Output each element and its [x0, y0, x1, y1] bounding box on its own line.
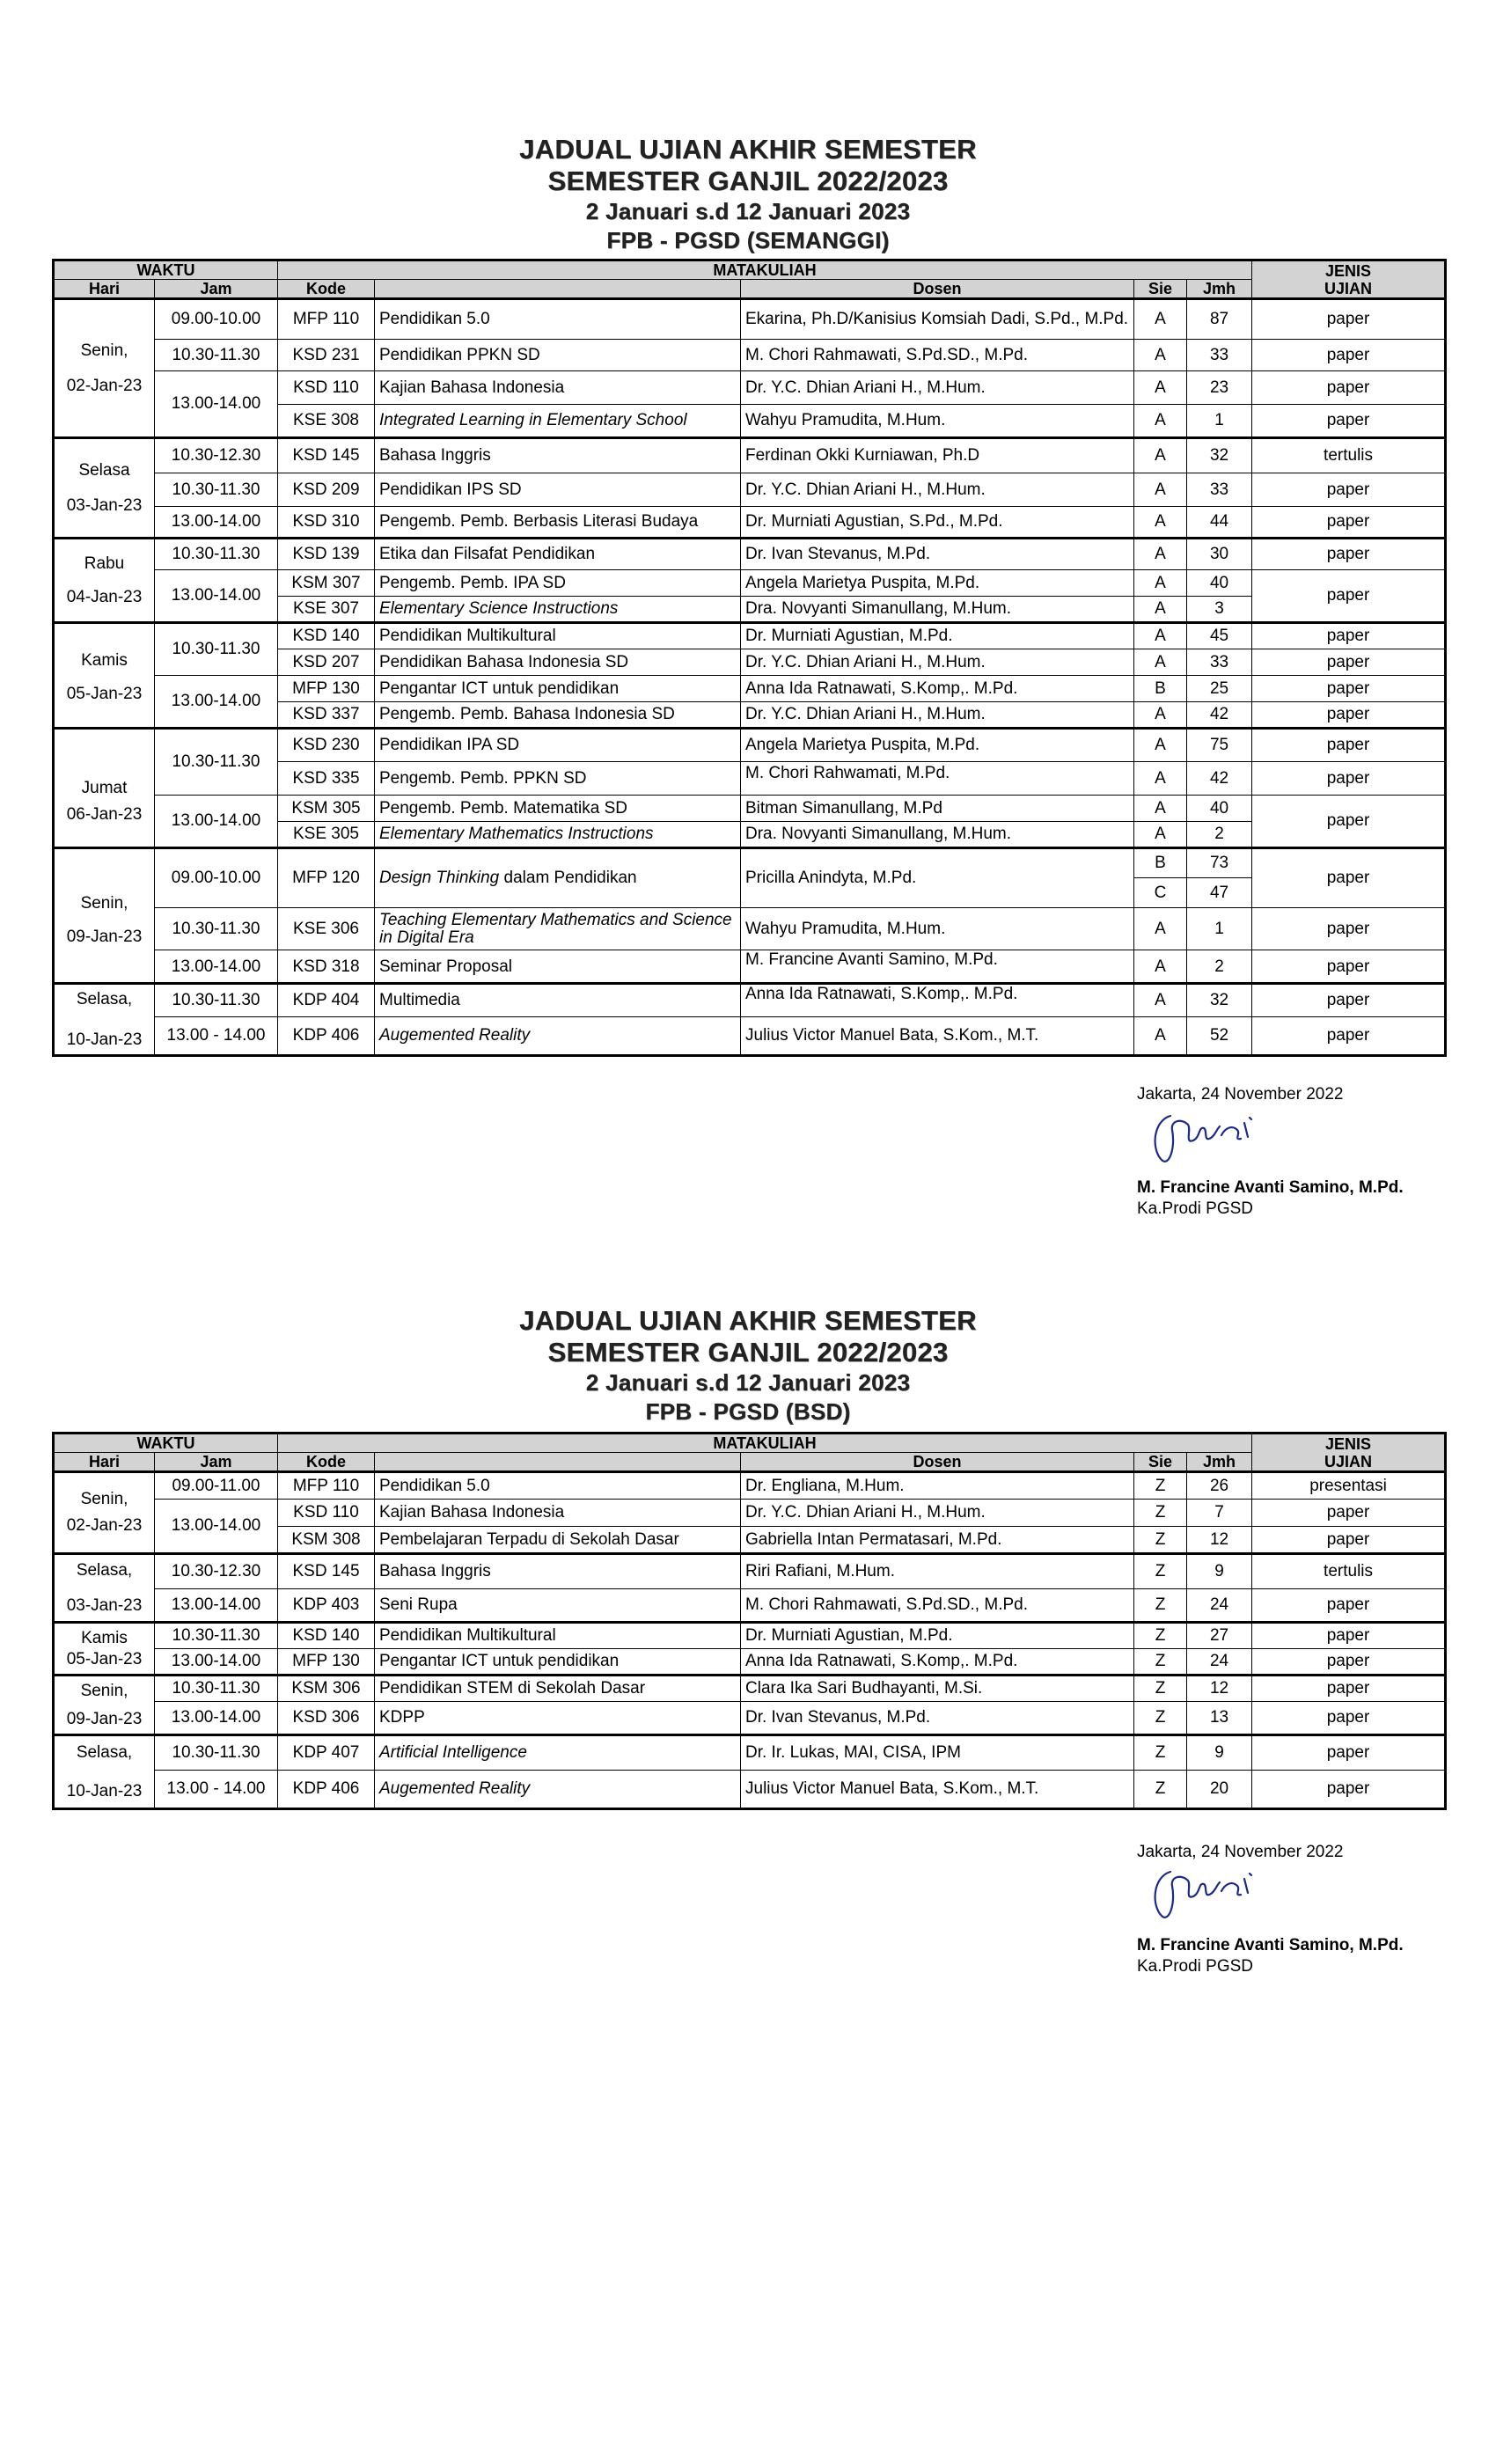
header-hari: Hari: [54, 280, 155, 299]
signature-block-1: [1137, 1084, 1404, 1220]
table-row: 13.00-14.00 KSM 305 Pengemb. Pemb. Matematika SD Bitman Simanullang, M.Pd A 40 paper: [54, 796, 1446, 822]
table-row: Senin, 02-Jan-23 09.00-10.00 MFP 110 Pendidikan 5.0 Ekarina, Ph.D/Kanisius Komsiah Dadi, S.Pd., M.Pd. A 87 paper: [54, 299, 1446, 340]
header-matakuliah: MATAKULIAH: [278, 1434, 1252, 1453]
signer-role: Ka.Prodi PGSD: [1137, 1957, 1253, 1976]
doc-title: JADUAL UJIAN AKHIR SEMESTER: [519, 134, 977, 165]
header-matakuliah: MATAKULIAH: [278, 260, 1252, 280]
table-row: Selasa, 03-Jan-23 10.30-12.30 KSD 145 Bahasa Inggris Riri Rafiani, M.Hum. Z 9 tertulis: [54, 1554, 1446, 1589]
location-title: FPB - PGSD (SEMANGGI): [606, 227, 890, 253]
sign-place-date: Jakarta, 24 November 2022: [1137, 1085, 1344, 1104]
table-row: Kamis 05-Jan-23 10.30-11.30 KSD 140 Pendidikan Multikultural Dr. Murniati Agustian, M.Pd. Z 27 paper: [54, 1623, 1446, 1649]
header-jmh: Jmh: [1187, 280, 1252, 299]
table-row: 13.00-14.00 MFP 130 Pengantar ICT untuk pendidikan Anna Ida Ratnawati, S.Komp,. M.Pd. B 25 paper: [54, 676, 1446, 702]
header-jenis-ujian: JENIS UJIAN: [1252, 260, 1446, 299]
table-row: 13.00-14.00 KSD 110 Kajian Bahasa Indonesia Dr. Y.C. Dhian Ariani H., M.Hum. Z 7 paper: [54, 1500, 1446, 1527]
doc-subtitle: SEMESTER GANJIL 2022/2023: [547, 165, 949, 196]
table-row: 13.00 - 14.00 KDP 406 Augemented Reality Julius Victor Manuel Bata, S.Kom., M.T. A 52 paper: [54, 1017, 1446, 1056]
header-jam: Jam: [155, 280, 278, 299]
table-row: KSD 337 Pengemb. Pemb. Bahasa Indonesia SD Dr. Y.C. Dhian Ariani H., M.Hum. A 42 paper: [54, 702, 1446, 729]
day-cell: Selasa 03-Jan-23: [54, 438, 155, 539]
schedule-table-bsd: [52, 1432, 1447, 1810]
day-cell: Jumat 06-Jan-23: [54, 729, 155, 848]
schedule-table-semanggi: [52, 259, 1447, 1057]
header-hari: Hari: [54, 1453, 155, 1472]
day-cell: Selasa, 10-Jan-23: [54, 984, 155, 1056]
doc-subtitle: SEMESTER GANJIL 2022/2023: [547, 1337, 949, 1368]
table-row: Senin, 09-Jan-23 10.30-11.30 KSM 306 Pendidikan STEM di Sekolah Dasar Clara Ika Sari Budhayanti, M.Si. Z 12 paper: [54, 1676, 1446, 1702]
table-row: 13.00 - 14.00 KDP 406 Augemented Reality Julius Victor Manuel Bata, S.Kom., M.T. Z 20 paper: [54, 1771, 1446, 1809]
table-row: 10.30-11.30 KSE 306 Teaching Elementary Mathematics and Science in Digital Era Wahyu Pramudita, M.Hum. A 1 paper: [54, 908, 1446, 950]
table-row: KSE 307 Elementary Science Instructions Dra. Novyanti Simanullang, M.Hum. A 3: [54, 597, 1446, 623]
header-row-2: [54, 1453, 1446, 1472]
day-cell: Senin, 09-Jan-23: [54, 848, 155, 984]
day-cell: Selasa, 10-Jan-23: [54, 1735, 155, 1809]
table-row: Jumat 06-Jan-23 10.30-11.30 KSD 230 Pendidikan IPA SD Angela Marietya Puspita, M.Pd. A 75 paper: [54, 729, 1446, 762]
table-row: KSD 335 Pengemb. Pemb. PPKN SD M. Chori Rahwamati, M.Pd. A 42 paper: [54, 762, 1446, 796]
schedule-2-titles: [0, 1305, 1496, 1426]
table-row: 10.30-11.30 KSD 209 Pendidikan IPS SD Dr. Y.C. Dhian Ariani H., M.Hum. A 33 paper: [54, 473, 1446, 507]
table-row: KSM 308 Pembelajaran Terpadu di Sekolah Dasar Gabriella Intan Permatasari, M.Pd. Z 12 paper: [54, 1527, 1446, 1554]
header-waktu: WAKTU: [54, 260, 278, 280]
header-kode: Kode: [278, 1453, 375, 1472]
location-title: FPB - PGSD (BSD): [645, 1398, 851, 1425]
table-row: Senin, 09-Jan-23 09.00-10.00 MFP 120 Design Thinking dalam Pendidikan Pricilla Anindyta, M.Pd. B 73 paper: [54, 848, 1446, 878]
day-cell: Kamis 05-Jan-23: [54, 623, 155, 729]
schedule-1-titles: [0, 134, 1496, 255]
day-cell: Selasa, 03-Jan-23: [54, 1554, 155, 1623]
table-row: 13.00-14.00 KSM 307 Pengemb. Pemb. IPA SD Angela Marietya Puspita, M.Pd. A 40 paper: [54, 570, 1446, 597]
header-kode: Kode: [278, 280, 375, 299]
header-row-1: [54, 1434, 1446, 1453]
header-sie: Sie: [1134, 1453, 1187, 1472]
signer-name: M. Francine Avanti Samino, M.Pd.: [1137, 1936, 1404, 1954]
header-waktu: WAKTU: [54, 1434, 278, 1453]
signature-icon: [1146, 1105, 1278, 1176]
day-cell: Senin, 02-Jan-23: [54, 1472, 155, 1554]
table-row: 13.00-14.00 KDP 403 Seni Rupa M. Chori Rahmawati, S.Pd.SD., M.Pd. Z 24 paper: [54, 1589, 1446, 1623]
table-row: 13.00-14.00 KSD 110 Kajian Bahasa Indonesia Dr. Y.C. Dhian Ariani H., M.Hum. A 23 paper: [54, 371, 1446, 405]
signer-role: Ka.Prodi PGSD: [1137, 1199, 1253, 1218]
signature-block-2: [1137, 1842, 1404, 1977]
table-row: 10.30-11.30 KSD 231 Pendidikan PPKN SD M. Chori Rahmawati, S.Pd.SD., M.Pd. A 33 paper: [54, 340, 1446, 371]
table-row: 13.00-14.00 KSD 310 Pengemb. Pemb. Berbasis Literasi Budaya Dr. Murniati Agustian, S.Pd., M.Pd. A 44 paper: [54, 507, 1446, 539]
header-jmh: Jmh: [1187, 1453, 1252, 1472]
date-range: 2 Januari s.d 12 Januari 2023: [585, 198, 911, 224]
table-row: Senin, 02-Jan-23 09.00-11.00 MFP 110 Pendidikan 5.0 Dr. Engliana, M.Hum. Z 26 presentasi: [54, 1472, 1446, 1500]
table-row: Kamis 05-Jan-23 10.30-11.30 KSD 140 Pendidikan Multikultural Dr. Murniati Agustian, M.Pd. A 45 paper: [54, 623, 1446, 649]
signature-icon: [1146, 1861, 1278, 1932]
table-row: 13.00-14.00 MFP 130 Pengantar ICT untuk pendidikan Anna Ida Ratnawati, S.Komp,. M.Pd. Z 24 paper: [54, 1649, 1446, 1676]
table-row: KSD 207 Pendidikan Bahasa Indonesia SD Dr. Y.C. Dhian Ariani H., M.Hum. A 33 paper: [54, 649, 1446, 676]
table-row: KSE 308 Integrated Learning in Elementary School Wahyu Pramudita, M.Hum. A 1 paper: [54, 405, 1446, 438]
signer-name: M. Francine Avanti Samino, M.Pd.: [1137, 1178, 1404, 1197]
sign-place-date: Jakarta, 24 November 2022: [1137, 1843, 1344, 1861]
date-range: 2 Januari s.d 12 Januari 2023: [585, 1369, 911, 1396]
day-cell: Kamis 05-Jan-23: [54, 1623, 155, 1676]
header-row-1: [54, 260, 1446, 280]
header-jam: Jam: [155, 1453, 278, 1472]
header-jenis-ujian: JENIS UJIAN: [1252, 1434, 1446, 1472]
table-row: 13.00-14.00 KSD 318 Seminar Proposal M. Francine Avanti Samino, M.Pd. A 2 paper: [54, 950, 1446, 984]
day-cell: Senin, 02-Jan-23: [54, 299, 155, 438]
table-row: 13.00-14.00 KSD 306 KDPP Dr. Ivan Stevanus, M.Pd. Z 13 paper: [54, 1702, 1446, 1735]
day-cell: Rabu 04-Jan-23: [54, 539, 155, 623]
table-row: C 47: [54, 878, 1446, 908]
table-row: Rabu 04-Jan-23 10.30-11.30 KSD 139 Etika dan Filsafat Pendidikan Dr. Ivan Stevanus, M.Pd. A 30 paper: [54, 539, 1446, 570]
table-row: Selasa, 10-Jan-23 10.30-11.30 KDP 404 Multimedia Anna Ida Ratnawati, S.Komp,. M.Pd. A 32 paper: [54, 984, 1446, 1017]
header-dosen: Dosen: [741, 1453, 1134, 1472]
header-dosen: Dosen: [741, 280, 1134, 299]
doc-title: JADUAL UJIAN AKHIR SEMESTER: [519, 1305, 977, 1336]
day-cell: Senin, 09-Jan-23: [54, 1676, 155, 1735]
table-row: Selasa, 10-Jan-23 10.30-11.30 KDP 407 Artificial Intelligence Dr. Ir. Lukas, MAI, CISA, IPM Z 9 paper: [54, 1735, 1446, 1771]
header-sie: Sie: [1134, 280, 1187, 299]
table-row: Selasa 03-Jan-23 10.30-12.30 KSD 145 Bahasa Inggris Ferdinan Okki Kurniawan, Ph.D A 32 tertulis: [54, 438, 1446, 473]
header-row-2: [54, 280, 1446, 299]
table-row: KSE 305 Elementary Mathematics Instructions Dra. Novyanti Simanullang, M.Hum. A 2: [54, 822, 1446, 848]
